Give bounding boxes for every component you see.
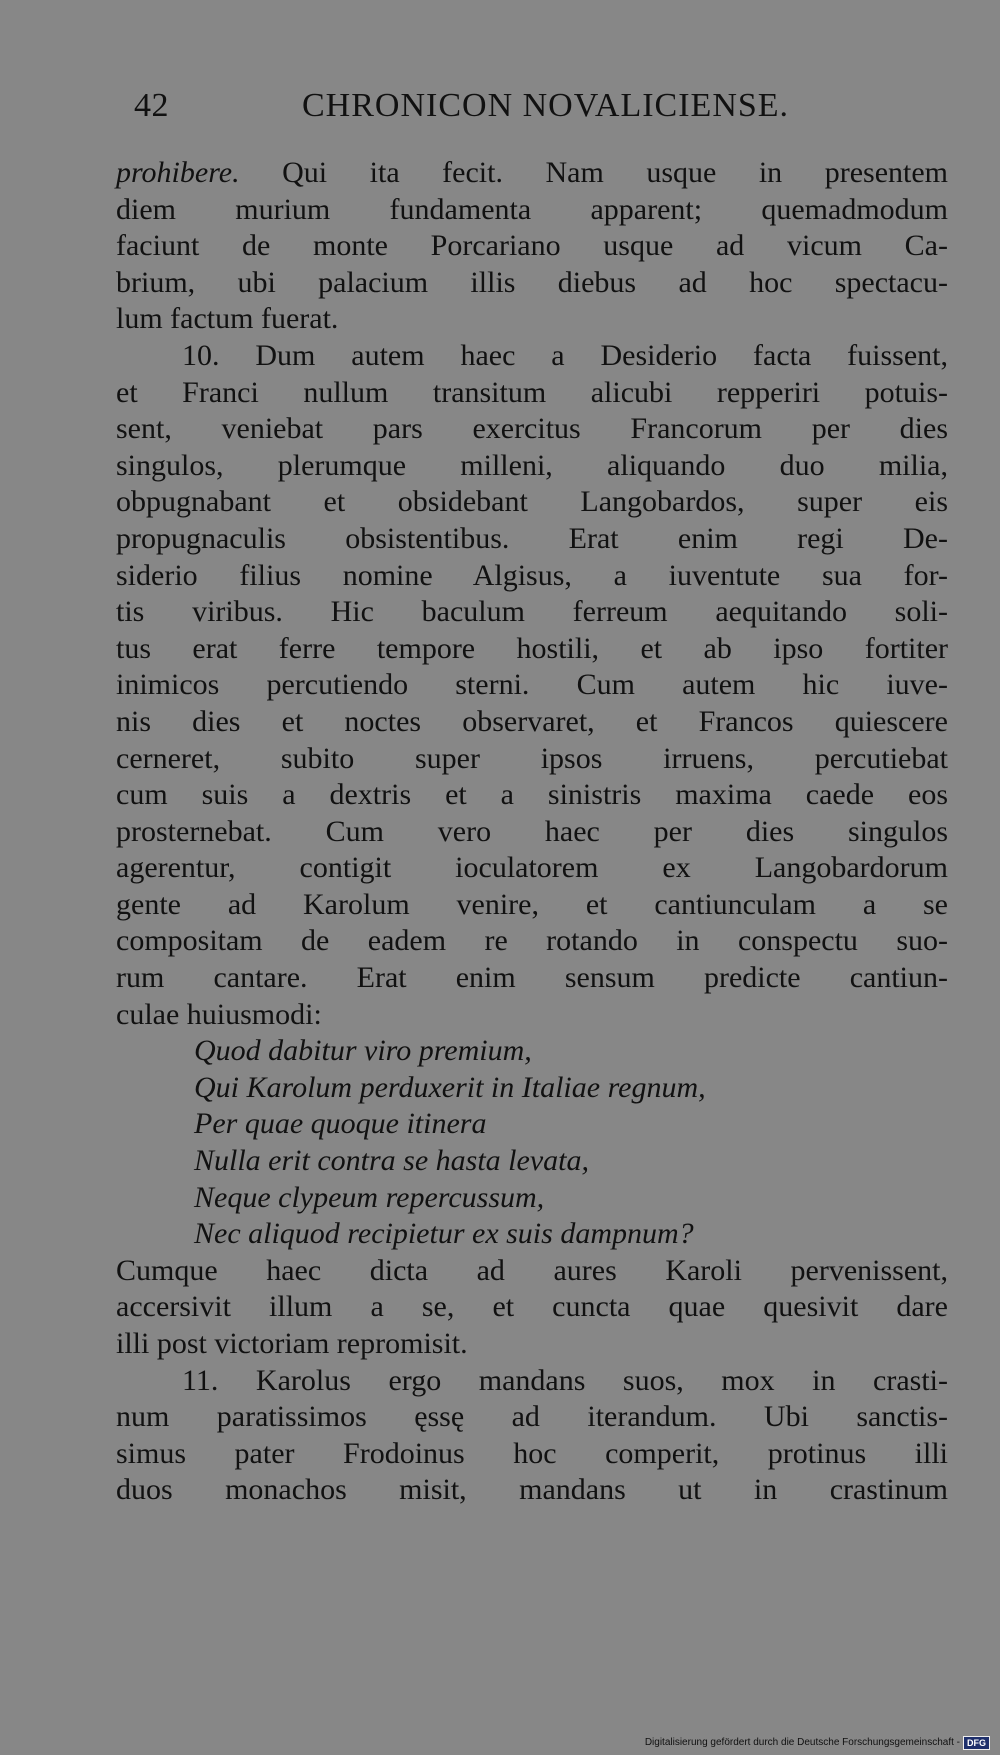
text-line: et Franci nullum transitum alicubi repperiri potuis- [116,375,948,409]
text-line: lum factum fuerat. [116,302,339,336]
section-start-line: 11. Karolus ergo mandans suos, mox in crasti- [182,1363,948,1397]
verse-line: Per quae quoque itinera [194,1107,487,1141]
verse-line: Nec aliquod recipietur ex suis dampnum? [194,1217,694,1251]
text-line-rest: Qui ita fecit. Nam usque in presentem [282,156,948,189]
text-line: simus pater Frodoinus hoc comperit, protinus illi [116,1436,948,1470]
verse-line: Nulla erit contra se hasta levata, [194,1144,589,1178]
text-line: rum cantare. Erat enim sensum predicte cantiun- [116,961,948,995]
running-head [134,84,794,128]
text-line: accersivit illum a se, et cuncta quae quesivit dare [116,1290,948,1324]
text-line: tis viribus. Hic baculum ferreum aequitando soli- [116,595,948,629]
text-line: siderio filius nomine Algisus, a iuventute sua for- [116,558,948,592]
body-text [116,155,948,1509]
text-line: singulos, plerumque milleni, aliquando duo milia, [116,448,948,482]
italic-word: prohibere. [116,156,240,189]
text-line: gente ad Karolum venire, et cantiunculam a se [116,887,948,921]
page-title: CHRONICON NOVALICIENSE. [302,87,790,124]
text-line: propugnaculis obsistentibus. Erat enim regi De- [116,521,948,555]
text-line: cerneret, subito super ipsos irruens, percutiebat [116,741,948,775]
page-number: 42 [134,87,169,124]
text-line: compositam de eadem re rotando in conspectu suo- [116,924,948,958]
verse-line: Neque clypeum repercussum, [194,1180,545,1214]
text-line: brium, ubi palacium illis diebus ad hoc spectacu- [116,265,948,299]
credit-text: Digitalisierung gefördert durch die Deutsche Forschungsgemeinschaft - [644,1737,960,1748]
text-line: Cumque haec dicta ad aures Karoli pervenissent, [116,1253,948,1287]
text-line: inimicos percutiendo sterni. Cum autem hic iuve- [116,668,948,702]
text-line: tus erat ferre tempore hostili, et ab ipso fortiter [116,631,948,665]
text-line: faciunt de monte Porcariano usque ad vicum Ca- [116,229,948,263]
text-line: cum suis a dextris et a sinistris maxima caede eos [116,778,948,812]
verse-line: Quod dabitur viro premium, [194,1034,532,1068]
text-line: culae huiusmodi: [116,997,322,1031]
text-line: prosternebat. Cum vero haec per dies singulos [116,814,948,848]
text-line: nis dies et noctes observaret, et Francos quiescere [116,704,948,738]
text-line: num paratissimos ęssę ad iterandum. Ubi sanctis- [116,1400,948,1434]
verse-line: Qui Karolum perduxerit in Italiae regnum, [194,1070,706,1104]
section-start-line: 10. Dum autem haec a Desiderio facta fuissent, [182,338,948,372]
text-line: illi post victoriam repromisit. [116,1327,468,1360]
text-line: sent, veniebat pars exercitus Francorum per dies [116,412,948,446]
digitization-credit [645,1736,990,1750]
dfg-logo: DFG [963,1736,990,1750]
text-line: diem murium fundamenta apparent; quemadmodum [116,192,948,226]
text-line: obpugnabant et obsidebant Langobardos, super eis [116,485,948,519]
text-line [116,155,948,192]
text-line: duos monachos misit, mandans ut in crastinum [116,1473,948,1507]
text-line: agerentur, contigit ioculatorem ex Langobardorum [116,851,948,885]
